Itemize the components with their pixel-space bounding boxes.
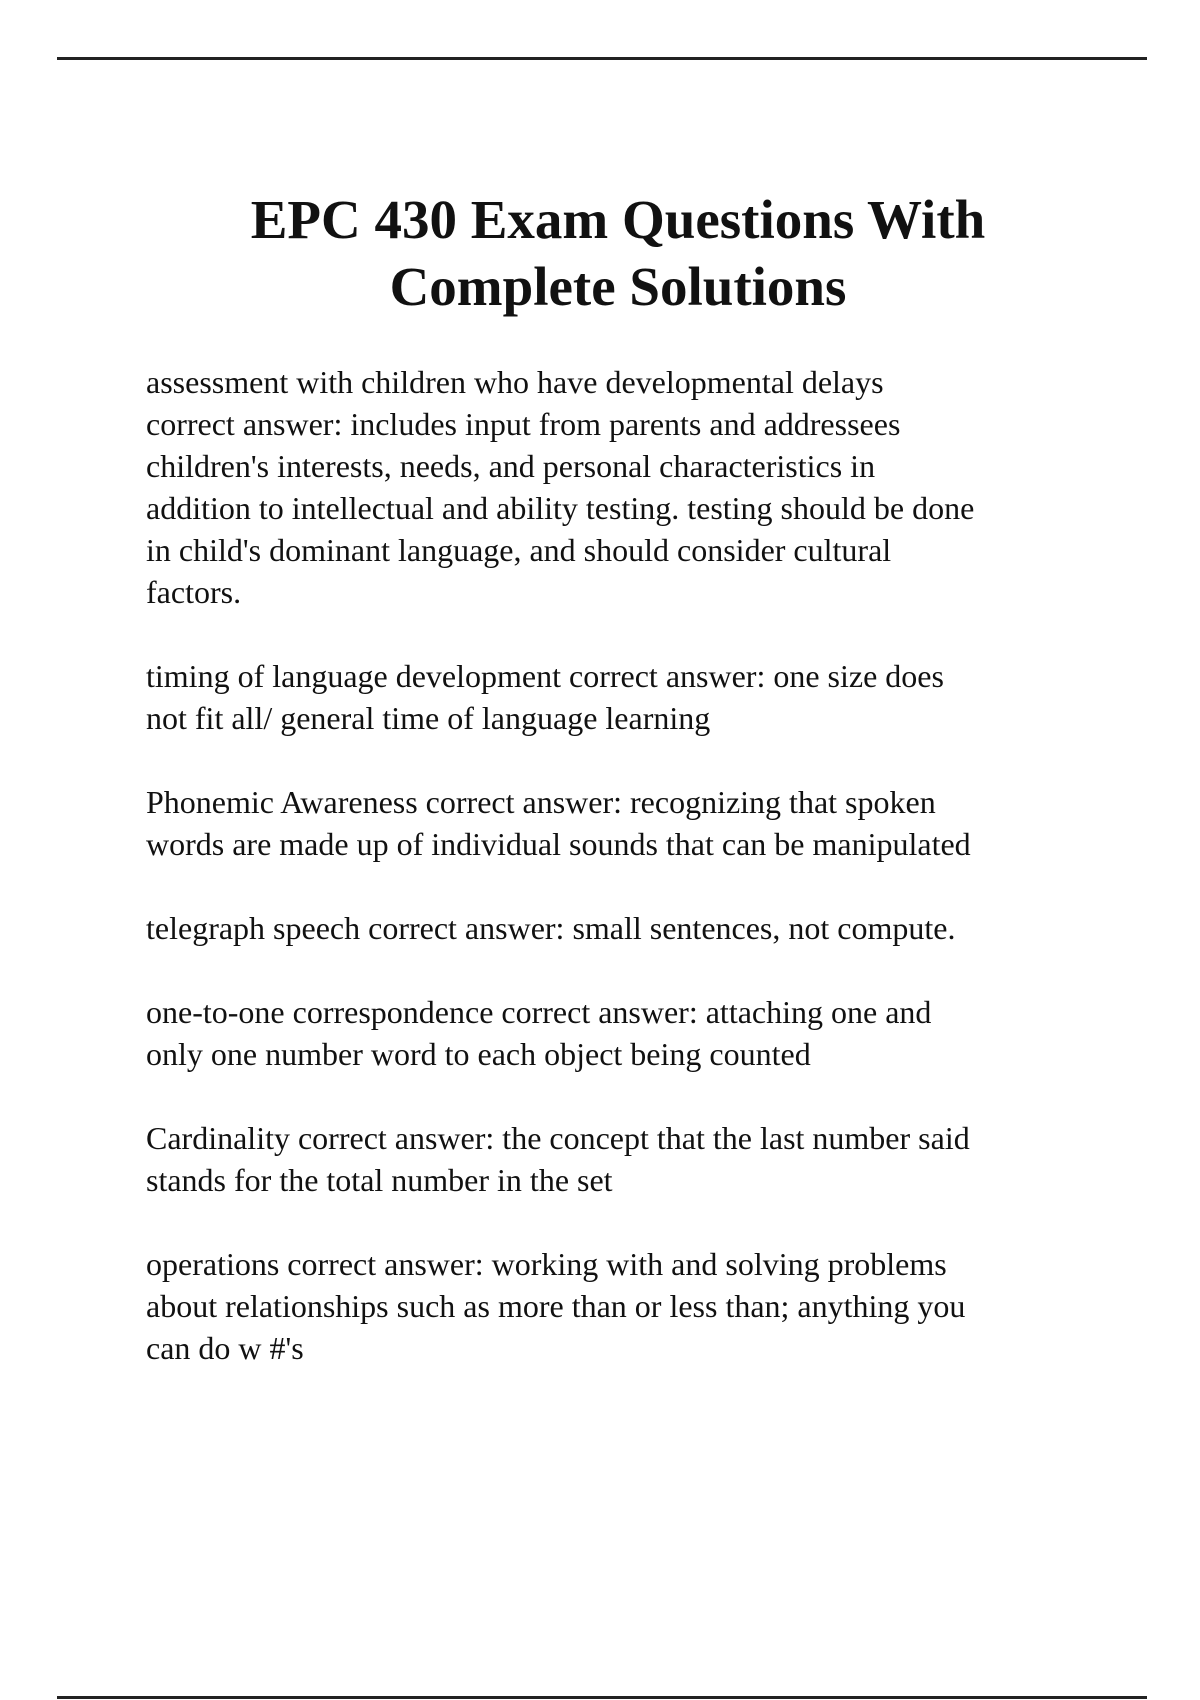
- qa-item: telegraph speech correct answer: small sentences, not compute.: [146, 910, 956, 946]
- title-line-1: EPC 430 Exam Questions With: [250, 189, 986, 250]
- qa-item: operations correct answer: working with and solving problems about relationships such as more than or less than; anything you can do w #'s: [146, 1246, 966, 1366]
- title-line-2: Complete Solutions: [389, 256, 847, 317]
- qa-item: Phonemic Awareness correct answer: recognizing that spoken words are made up of individual sounds that can be manipulated: [146, 784, 971, 862]
- page-title: [0, 186, 1200, 320]
- qa-item: assessment with children who have developmental delays correct answer: includes input from parents and addressees children's interests, needs, and personal characteristics in addition to intellectual and ability testing. testing should be done in child's dominant language, and should consider cultural factors.: [146, 364, 975, 610]
- header-rule: [57, 57, 1147, 60]
- qa-item: one-to-one correspondence correct answer: attaching one and only one number word to each object being counted: [146, 994, 932, 1072]
- qa-item: Cardinality correct answer: the concept that the last number said stands for the total number in the set: [146, 1120, 970, 1198]
- footer-rule: [57, 1696, 1147, 1699]
- qa-item: timing of language development correct answer: one size does not fit all/ general time of language learning: [146, 658, 944, 736]
- question-list: [146, 361, 1146, 1411]
